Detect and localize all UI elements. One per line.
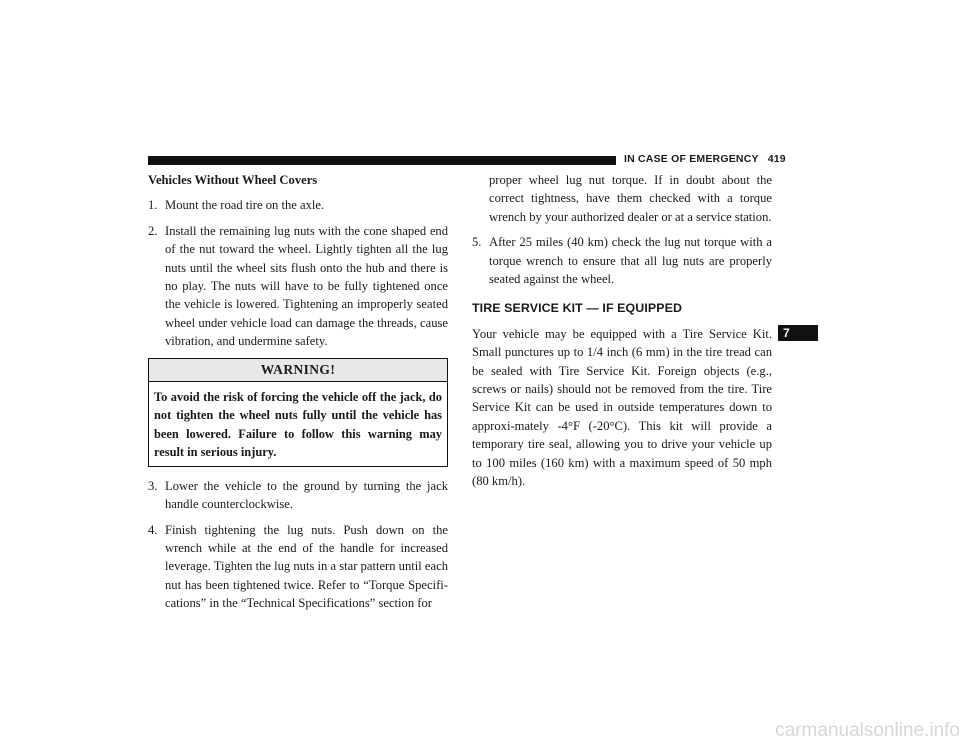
left-column — [148, 171, 448, 620]
step-text: Lower the vehicle to the ground by turning the jack handle counterclockwise. — [165, 478, 448, 512]
warning-body: To avoid the risk of forcing the vehicle off the jack, do not tighten the wheel nuts fully until the vehicle has been lowered. Failure to follow this warning may result in serious injury. — [154, 390, 442, 460]
running-header — [624, 153, 786, 165]
step-text: Mount the road tire on the axle. — [165, 198, 325, 213]
step-4-continuation: proper wheel lug nut torque. If in doubt about the correct tightness, have them checked with a torque wrench by your authorized dealer or at a service station. — [489, 173, 772, 224]
step-number: 4. — [148, 522, 158, 537]
page-number: 419 — [767, 153, 786, 165]
step-1 — [148, 196, 448, 214]
header-section-title: IN CASE OF EMERGENCY — [624, 153, 759, 165]
step-3 — [148, 477, 448, 514]
section-heading: TIRE SERVICE KIT — IF EQUIPPED — [472, 301, 683, 316]
right-column — [472, 171, 772, 491]
step-number: 1. — [148, 198, 158, 213]
step-number: 2. — [148, 223, 158, 238]
step-2 — [148, 222, 448, 351]
warning-title: WARNING! — [149, 359, 447, 382]
watermark-text: carmanualsonline.info — [775, 720, 960, 741]
step-4 — [148, 521, 448, 613]
subheading: Vehicles Without Wheel Covers — [148, 173, 318, 187]
step-5 — [472, 233, 772, 288]
step-text: Install the remaining lug nuts with the cone shaped end of the nut toward the wheel. Lightly tighten all the lug nuts until the wheel sits flush onto the hub and there is no play. The nuts will have to be fully tightened once the vehicle is lowered. Tightening an improperly seated wheel under vehicle load can damage the threads, cause vibration, and undermine safety. — [165, 223, 448, 349]
step-number: 5. — [472, 235, 482, 250]
step-text: Finish tightening the lug nuts. Push down on the wrench while at the end of the handle for increased leverage. Tighten the lug nuts in a star pattern until each nut has been tightened twice. Refer to “Torque Specifi-cations” in the “Technical Specifications” section for — [165, 522, 448, 611]
watermark — [0, 720, 960, 742]
step-number: 3. — [148, 478, 158, 493]
chapter-tab: 7 — [778, 325, 818, 341]
header-rule — [148, 156, 616, 165]
warning-box — [148, 358, 448, 467]
tire-service-kit-paragraph: Your vehicle may be equipped with a Tire Service Kit. Small punctures up to 1/4 inch (6 mm) in the tire tread can be sealed with Tire Service Kit. Foreign objects (e.g., screws or nails) should not be removed from the tire. Tire Service Kit can be used in outside temperatures down to approxi-mately -4°F (-20°C). This kit will provide a temporary tire seal, allowing you to drive your vehicle up to 100 miles (160 km) with a maximum speed of 50 mph (80 km/h). — [472, 326, 772, 489]
step-text: After 25 miles (40 km) check the lug nut torque with a torque wrench to ensure that all lug nuts are properly seated against the wheel. — [489, 235, 772, 287]
